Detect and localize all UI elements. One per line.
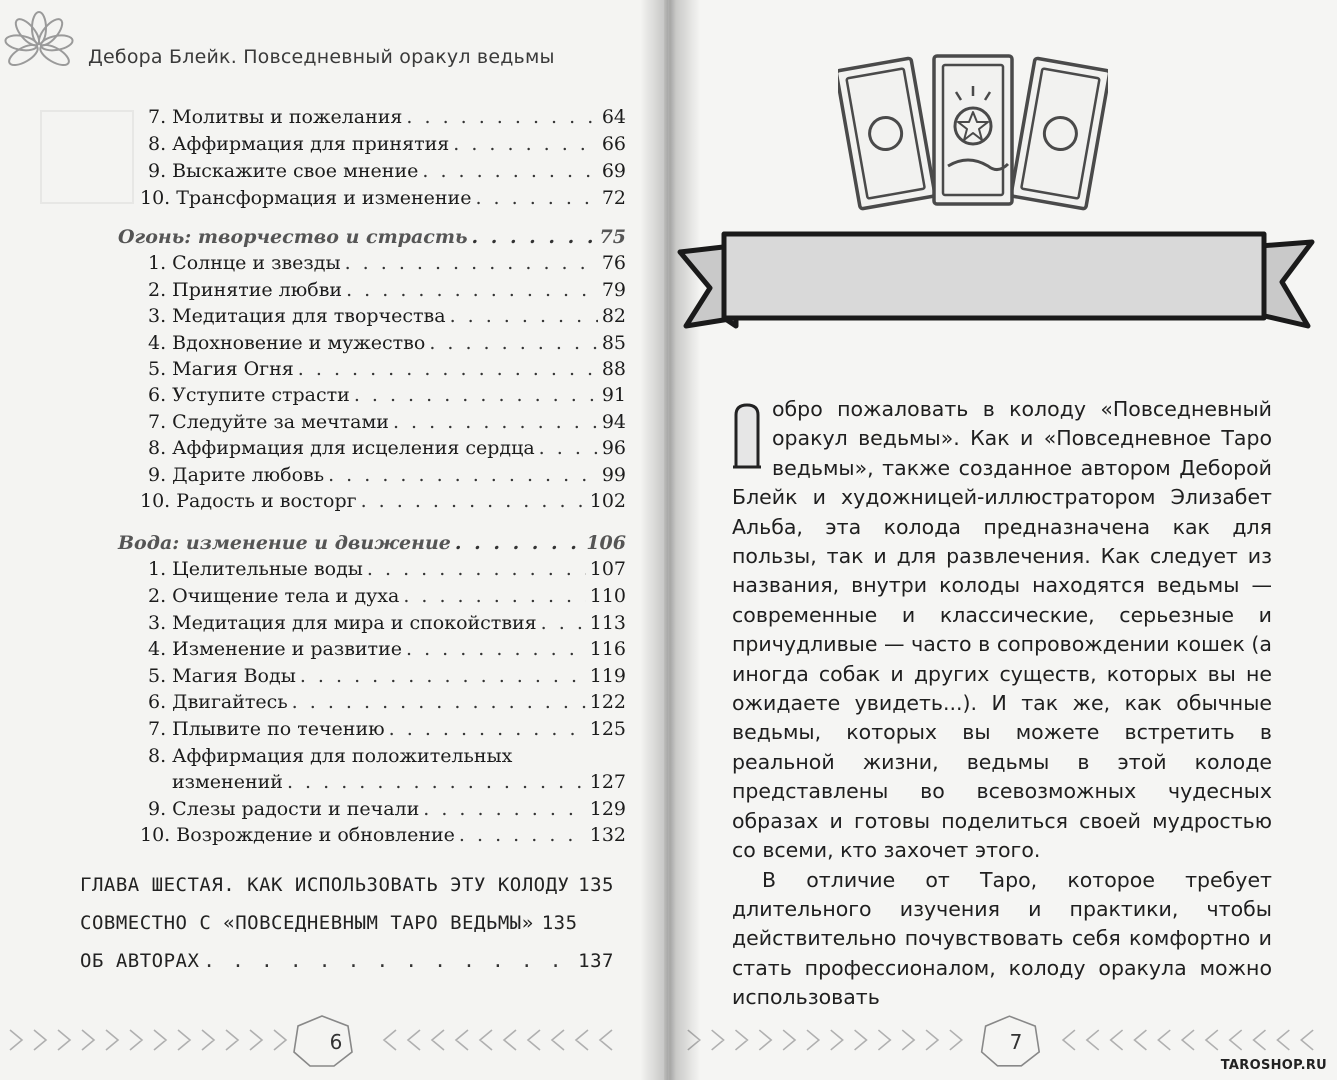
toc-page: 96 xyxy=(601,437,626,459)
leader-dots xyxy=(453,131,598,157)
leader-dots xyxy=(389,716,586,742)
toc-page: 110 xyxy=(589,585,626,607)
toc-row[interactable] xyxy=(148,462,626,488)
leader-dots xyxy=(393,409,598,435)
toc-page: 102 xyxy=(589,490,626,512)
ribbon-banner-icon xyxy=(676,222,1316,342)
leader-dots xyxy=(422,158,597,184)
toc-row[interactable] xyxy=(140,185,626,211)
leader-dots xyxy=(406,636,586,662)
toc-chapter[interactable] xyxy=(80,872,614,898)
toc-label: 7. Следуйте за мечтами xyxy=(148,411,389,433)
toc-row-line1[interactable] xyxy=(148,743,626,769)
leader-dots xyxy=(541,610,586,636)
left-page xyxy=(0,0,664,1080)
toc-page: 99 xyxy=(601,464,626,486)
paragraph-1: обро пожаловать в колоду «Повседневный оракул ведьмы». Как и «Повседневное Таро ведьмы», также созданное автором Деборой Блейк и художницей-иллюстратором Элизабет Альба, эта колода предназначена как для пользы, так и для развлечения. Как следует из названия, внутри колоды находятся ведьмы — современные и классические, серьезные и причудливые — часто в сопровождении кошек (а иногда собак и других существ, которых вы не ожидаете увидеть...). И так же, как обычные ведьмы, которых вы можете встретить в реальной жизни, ведьмы в этой колоде представлены во всевозможных чудесных образах и готовы поделиться своей мудростью со всеми, кто захочет этого. xyxy=(732,397,1272,863)
toc-label: 5. Магия Огня xyxy=(148,358,294,380)
paragraph-2: В отличие от Таро, которое требует длительного изучения и практики, чтобы действительно почувствовать себя комфортно и стать профессионалом, колоду оракула можно использовать xyxy=(732,867,1272,1010)
toc-section-water[interactable] xyxy=(118,530,626,556)
toc-page: 82 xyxy=(601,305,626,327)
toc-label: 7. Молитвы и пожелания xyxy=(148,106,403,128)
toc-page: 88 xyxy=(601,358,626,380)
toc-page: 135 xyxy=(578,874,614,896)
toc-page: 64 xyxy=(601,106,626,128)
toc-page: 137 xyxy=(578,950,614,972)
leader-dots xyxy=(367,556,586,582)
tarot-cards-icon xyxy=(838,46,1108,216)
leader-dots xyxy=(539,435,598,461)
leader-dots xyxy=(354,382,598,408)
leader-dots xyxy=(406,104,597,130)
toc-row[interactable] xyxy=(148,277,626,303)
toc-label: 9. Выскажите свое мнение xyxy=(148,160,419,182)
toc-page: 127 xyxy=(589,771,626,793)
toc-page: 76 xyxy=(601,252,626,274)
toc-row[interactable] xyxy=(148,636,626,662)
toc-page: 119 xyxy=(589,665,626,687)
leader-dots xyxy=(300,663,586,689)
toc-section-fire[interactable] xyxy=(118,224,626,250)
toc-label: 10. Возрождение и обновление xyxy=(140,824,455,846)
toc-label: 2. Принятие любви xyxy=(148,279,343,301)
toc-row[interactable] xyxy=(148,409,626,435)
toc-row[interactable] xyxy=(172,769,626,795)
toc-label: 9. Слезы радости и печали xyxy=(148,798,420,820)
toc-row[interactable] xyxy=(148,158,626,184)
toc-chapter[interactable] xyxy=(80,910,614,936)
toc-page: 113 xyxy=(589,612,626,634)
toc-label: 10. Трансформация и изменение xyxy=(140,187,472,209)
chapter-label: ГЛАВА ШЕСТАЯ. КАК ИСПОЛЬЗОВАТЬ ЭТУ КОЛОДУ xyxy=(80,874,570,896)
toc-row[interactable] xyxy=(148,610,626,636)
toc-page: 94 xyxy=(601,411,626,433)
toc-label: 8. Аффирмация для исцеления сердца xyxy=(148,437,535,459)
toc-page: 132 xyxy=(589,824,626,846)
flower-ornament-icon xyxy=(4,6,74,116)
toc-row[interactable] xyxy=(148,556,626,582)
running-head: Дебора Блейк. Повседневный оракул ведьмы xyxy=(88,46,555,68)
watermark: TAROSHOP.RU xyxy=(1220,1058,1327,1073)
toc-label: 6. Двигайтесь xyxy=(148,691,288,713)
toc-label: 3. Медитация для мира и спокойствия xyxy=(148,612,537,634)
toc-label: 5. Магия Воды xyxy=(148,665,296,687)
toc-page: 72 xyxy=(601,187,626,209)
toc-row[interactable] xyxy=(148,330,626,356)
toc-row[interactable] xyxy=(140,822,626,848)
toc-page: 75 xyxy=(599,226,626,248)
toc-page: 125 xyxy=(589,718,626,740)
toc-row[interactable] xyxy=(148,435,626,461)
body-text xyxy=(732,395,1272,1013)
toc-row[interactable] xyxy=(148,796,626,822)
toc-page: 107 xyxy=(589,558,626,580)
section-title: Огонь: творчество и страсть xyxy=(118,226,468,248)
toc-label: 1. Целительные воды xyxy=(148,558,363,580)
toc-page: 129 xyxy=(589,798,626,820)
toc-label: 1. Солнце и звезды xyxy=(148,252,341,274)
leader-dots xyxy=(345,250,598,276)
toc-page: 85 xyxy=(601,332,626,354)
drop-cap-icon xyxy=(732,401,762,471)
toc-label: 7. Плывите по течению xyxy=(148,718,385,740)
toc-label: 9. Дарите любовь xyxy=(148,464,325,486)
leader-dots xyxy=(475,185,597,211)
toc-label: 4. Изменение и развитие xyxy=(148,638,402,660)
toc-page: 69 xyxy=(601,160,626,182)
toc-page: 106 xyxy=(586,532,626,554)
toc-chapter[interactable] xyxy=(80,948,614,974)
leader-dots xyxy=(429,330,598,356)
toc-label: 3. Медитация для творчества xyxy=(148,305,446,327)
leader-dots xyxy=(450,303,598,329)
leader-dots xyxy=(287,769,586,795)
toc-row[interactable] xyxy=(148,663,626,689)
leader-dots xyxy=(455,530,582,556)
leader-dots xyxy=(361,488,586,514)
toc-row[interactable] xyxy=(148,382,626,408)
toc-row[interactable] xyxy=(148,716,626,742)
toc-row[interactable] xyxy=(140,488,626,514)
toc-row[interactable] xyxy=(148,104,626,130)
leader-dots xyxy=(459,822,586,848)
toc-label: 8. Аффирмация для принятия xyxy=(148,133,450,155)
toc-page: 91 xyxy=(601,384,626,406)
toc-page: 79 xyxy=(601,279,626,301)
toc-row[interactable] xyxy=(148,250,626,276)
page-number-left: 6 xyxy=(329,1030,343,1054)
leader-dots xyxy=(346,277,598,303)
leader-dots xyxy=(403,583,585,609)
leader-dots xyxy=(471,224,595,250)
leader-dots xyxy=(328,462,598,488)
toc-label: 6. Уступите страсти xyxy=(148,384,350,406)
page-number-right: 7 xyxy=(1009,1030,1023,1054)
toc-row[interactable] xyxy=(148,131,626,157)
toc-page: 66 xyxy=(601,133,626,155)
toc-page: 116 xyxy=(589,638,626,660)
leader-dots xyxy=(423,796,585,822)
toc-row[interactable] xyxy=(148,583,626,609)
toc-row[interactable] xyxy=(148,689,626,715)
leader-dots xyxy=(203,948,574,974)
toc-row[interactable] xyxy=(148,356,626,382)
toc-label: 2. Очищение тела и духа xyxy=(148,585,400,607)
chapter-label: СОВМЕСТНО С «ПОВСЕДНЕВНЫМ ТАРО ВЕДЬМЫ» xyxy=(80,912,534,934)
toc-row[interactable] xyxy=(148,303,626,329)
leader-dots xyxy=(298,356,598,382)
leader-dots xyxy=(292,689,586,715)
toc-label: 4. Вдохновение и мужество xyxy=(148,332,426,354)
chapter-label: ОБ АВТОРАХ xyxy=(80,950,200,972)
toc-label: 8. Аффирмация для положительных xyxy=(148,745,513,767)
toc-page: 135 xyxy=(541,912,578,934)
section-title: Вода: изменение и движение xyxy=(118,532,451,554)
toc-label: 10. Радость и восторг xyxy=(140,490,357,512)
toc-page: 122 xyxy=(589,691,626,713)
toc-label: изменений xyxy=(172,771,283,793)
